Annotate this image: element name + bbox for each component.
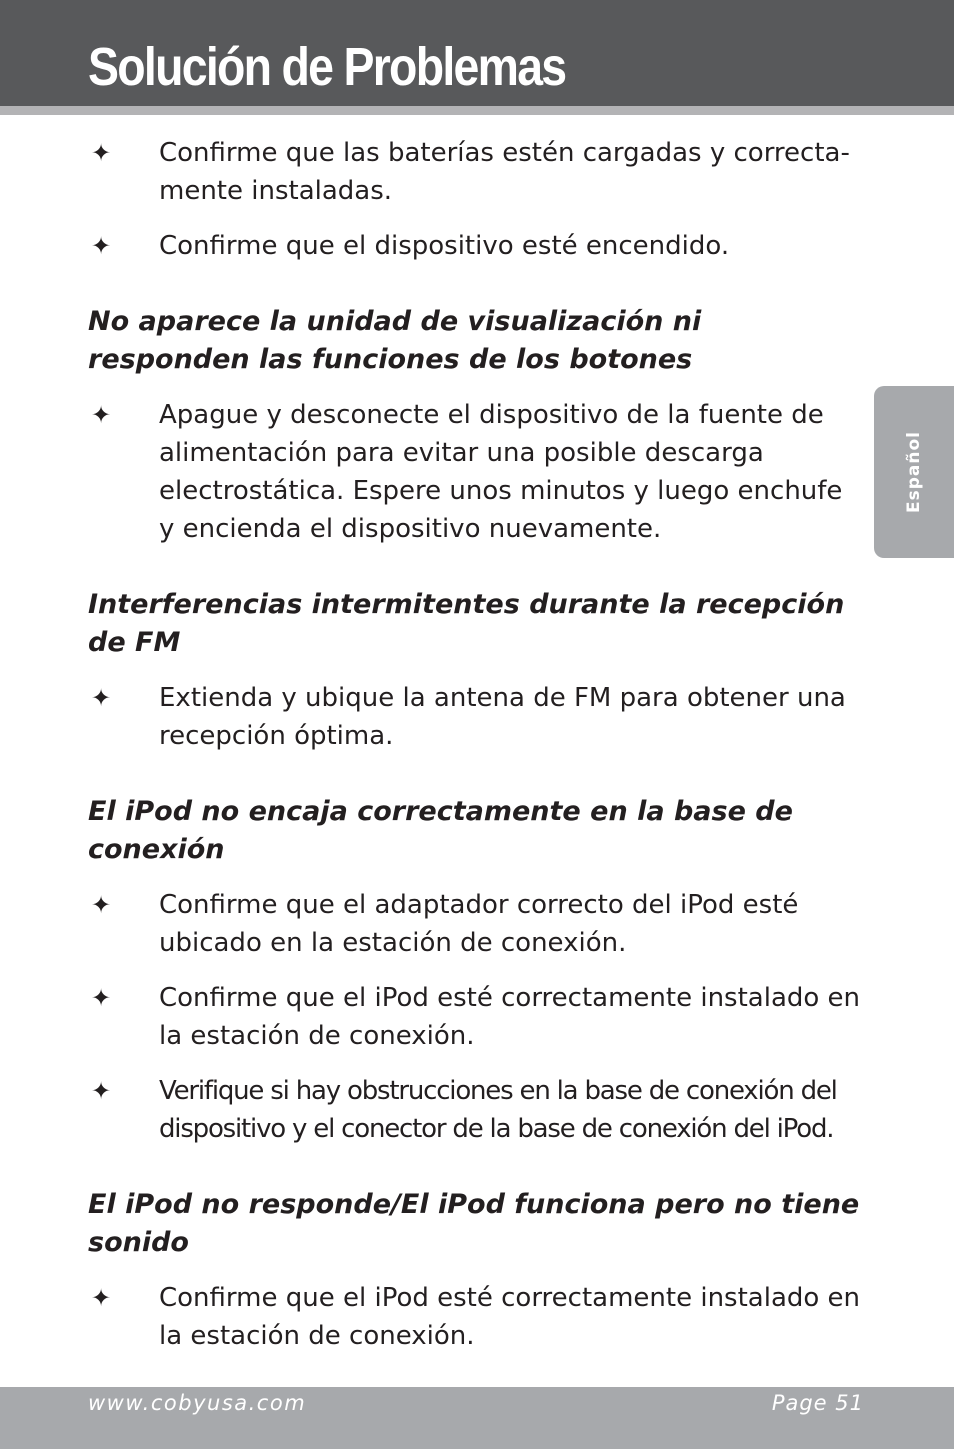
item-text: Confirme que el iPod esté correctamente instalado en la estación de conexión. — [159, 983, 861, 1051]
list-item — [88, 1279, 863, 1355]
star-bullet-icon: ✦ — [91, 1284, 112, 1312]
page-title: Solución de Problemas — [88, 37, 566, 97]
item-text: Confirme que el iPod esté correctamente instalado en la estación de conexión. — [159, 1283, 861, 1351]
list-item — [88, 979, 863, 1055]
section-heading: El iPod no encaja correctamente en la base de conexión — [88, 796, 793, 865]
page-header — [0, 0, 954, 115]
star-bullet-icon: ✦ — [91, 984, 112, 1012]
star-bullet-icon: ✦ — [91, 401, 112, 429]
list-item — [88, 134, 863, 210]
star-bullet-icon: ✦ — [91, 891, 112, 919]
section-heading: Interferencias intermitentes durante la recepción de FM — [88, 589, 845, 658]
star-bullet-icon: ✦ — [91, 684, 112, 712]
item-text: Confirme que el adaptador correcto del iPod esté ubicado en la estación de conexión. — [159, 890, 799, 958]
language-tab-label: Español — [904, 431, 924, 513]
star-bullet-icon: ✦ — [91, 139, 112, 167]
page-number: Page 51 — [771, 1391, 864, 1415]
section-heading: El iPod no responde/El iPod funciona pero no tiene sonido — [88, 1189, 860, 1258]
item-text: Confirme que el dispositivo esté encendido. — [159, 231, 730, 261]
section-heading: No aparece la unidad de visualización ni responden las funciones de los botones — [88, 306, 702, 375]
website-url: www.cobyusa.com — [88, 1391, 307, 1415]
list-item — [88, 886, 863, 962]
item-text: Verifique si hay obstrucciones en la base de conexión del dispositivo y el conector de la base de conexión del iPod. — [159, 1076, 837, 1144]
item-text: Extienda y ubique la antena de FM para obtener una recepción óptima. — [159, 683, 846, 751]
troubleshooting-content — [88, 134, 863, 1355]
page-footer — [0, 1387, 954, 1449]
star-bullet-icon: ✦ — [91, 1077, 110, 1105]
language-tab — [874, 386, 954, 558]
item-text: Apague y desconecte el dispositivo de la fuente de alimentación para evitar una posible descarga electrostática. Espere unos minutos y luego enchufe y encienda el dispositivo nuevamente. — [159, 400, 843, 544]
item-text: Confirme que las baterías estén cargadas y correcta- mente instaladas. — [159, 138, 850, 206]
star-bullet-icon: ✦ — [91, 232, 112, 260]
list-item — [88, 396, 863, 548]
list-item — [88, 679, 863, 755]
list-item — [88, 1072, 863, 1148]
list-item — [88, 227, 863, 265]
